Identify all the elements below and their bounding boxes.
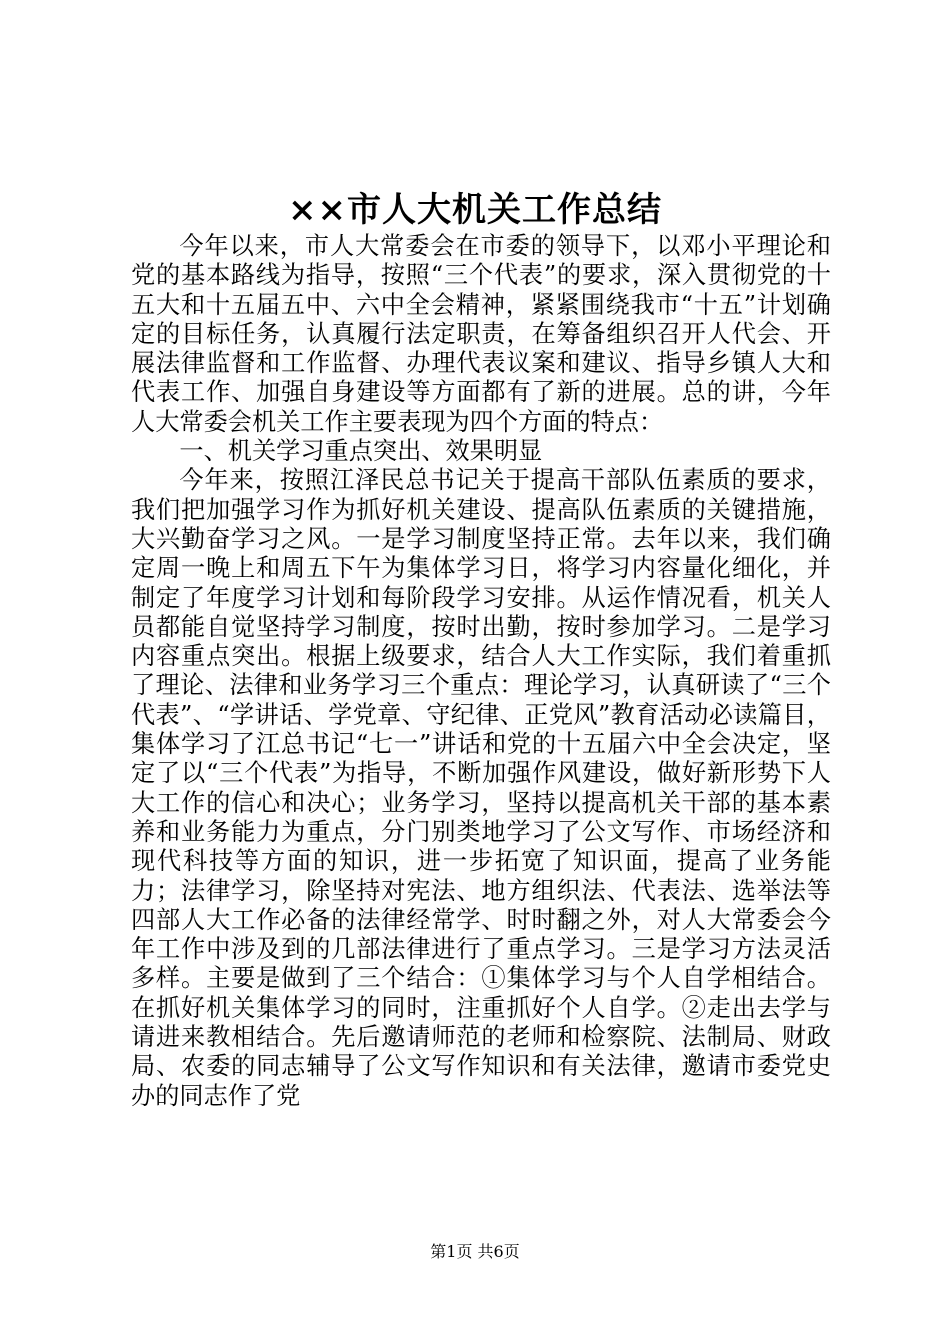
- body-paragraph: 今年来，按照江泽民总书记关于提高干部队伍素质的要求，我们把加强学习作为抓好机关建设、提高队伍素质的关键措施，大兴勤奋学习之风。一是学习制度坚持正常。去年以来，我们确定周一晚上和周五下午为集体学习日，将学习内容量化细化，并制定了年度学习计划和每阶段学习安排。从运作情况看，机关人员都能自觉坚持学习制度，按时出勤，按时参加学习。二是学习内容重点突出。根据上级要求，结合人大工作实际，我们着重抓了理论、法律和业务学习三个重点：理论学习，认真研读了“三个代表”、“学讲话、学党章、守纪律、正党风”教育活动必读篇目，集体学习了江总书记“七一”讲话和党的十五届六中全会决定，坚定了以“三个代表”为指导，不断加强作风建设，做好新形势下人大工作的信心和决心；业务学习，坚持以提高机关干部的基本素养和业务能力为重点，分门别类地学习了公文写作、市场经济和现代科技等方面的知识，进一步拓宽了知识面，提高了业务能力；法律学习，除坚持对宪法、地方组织法、代表法、选举法等四部人大工作必备的法律经常学、时时翻之外，对人大常委会今年工作中涉及到的几部法律进行了重点学习。三是学习方法灵活多样。主要是做到了三个结合：①集体学习与个人自学相结合。在抓好机关集体学习的同时，注重抓好个人自学。②走出去学与请进来教相结合。先后邀请师范的老师和检察院、法制局、财政局、农委的同志辅导了公文写作知识和有关法律，邀请市委党史办的同志作了党: [131, 466, 831, 1110]
- document-body: [131, 232, 831, 1111]
- page-title: ××市人大机关工作总结: [288, 190, 662, 230]
- page-number-footer: 第1页 共6页: [430, 1242, 520, 1261]
- intro-paragraph: 今年以来，市人大常委会在市委的领导下，以邓小平理论和党的基本路线为指导，按照“三个代表”的要求，深入贯彻党的十五大和十五届五中、六中全会精神，紧紧围绕我市“十五”计划确定的目标任务，认真履行法定职责，在筹备组织召开人代会、开展法律监督和工作监督、办理代表议案和建议、指导乡镇人大和代表工作、加强自身建设等方面都有了新的进展。总的讲，今年人大常委会机关工作主要表现为四个方面的特点：: [131, 232, 831, 436]
- section-heading: 一、机关学习重点突出、效果明显: [179, 437, 543, 466]
